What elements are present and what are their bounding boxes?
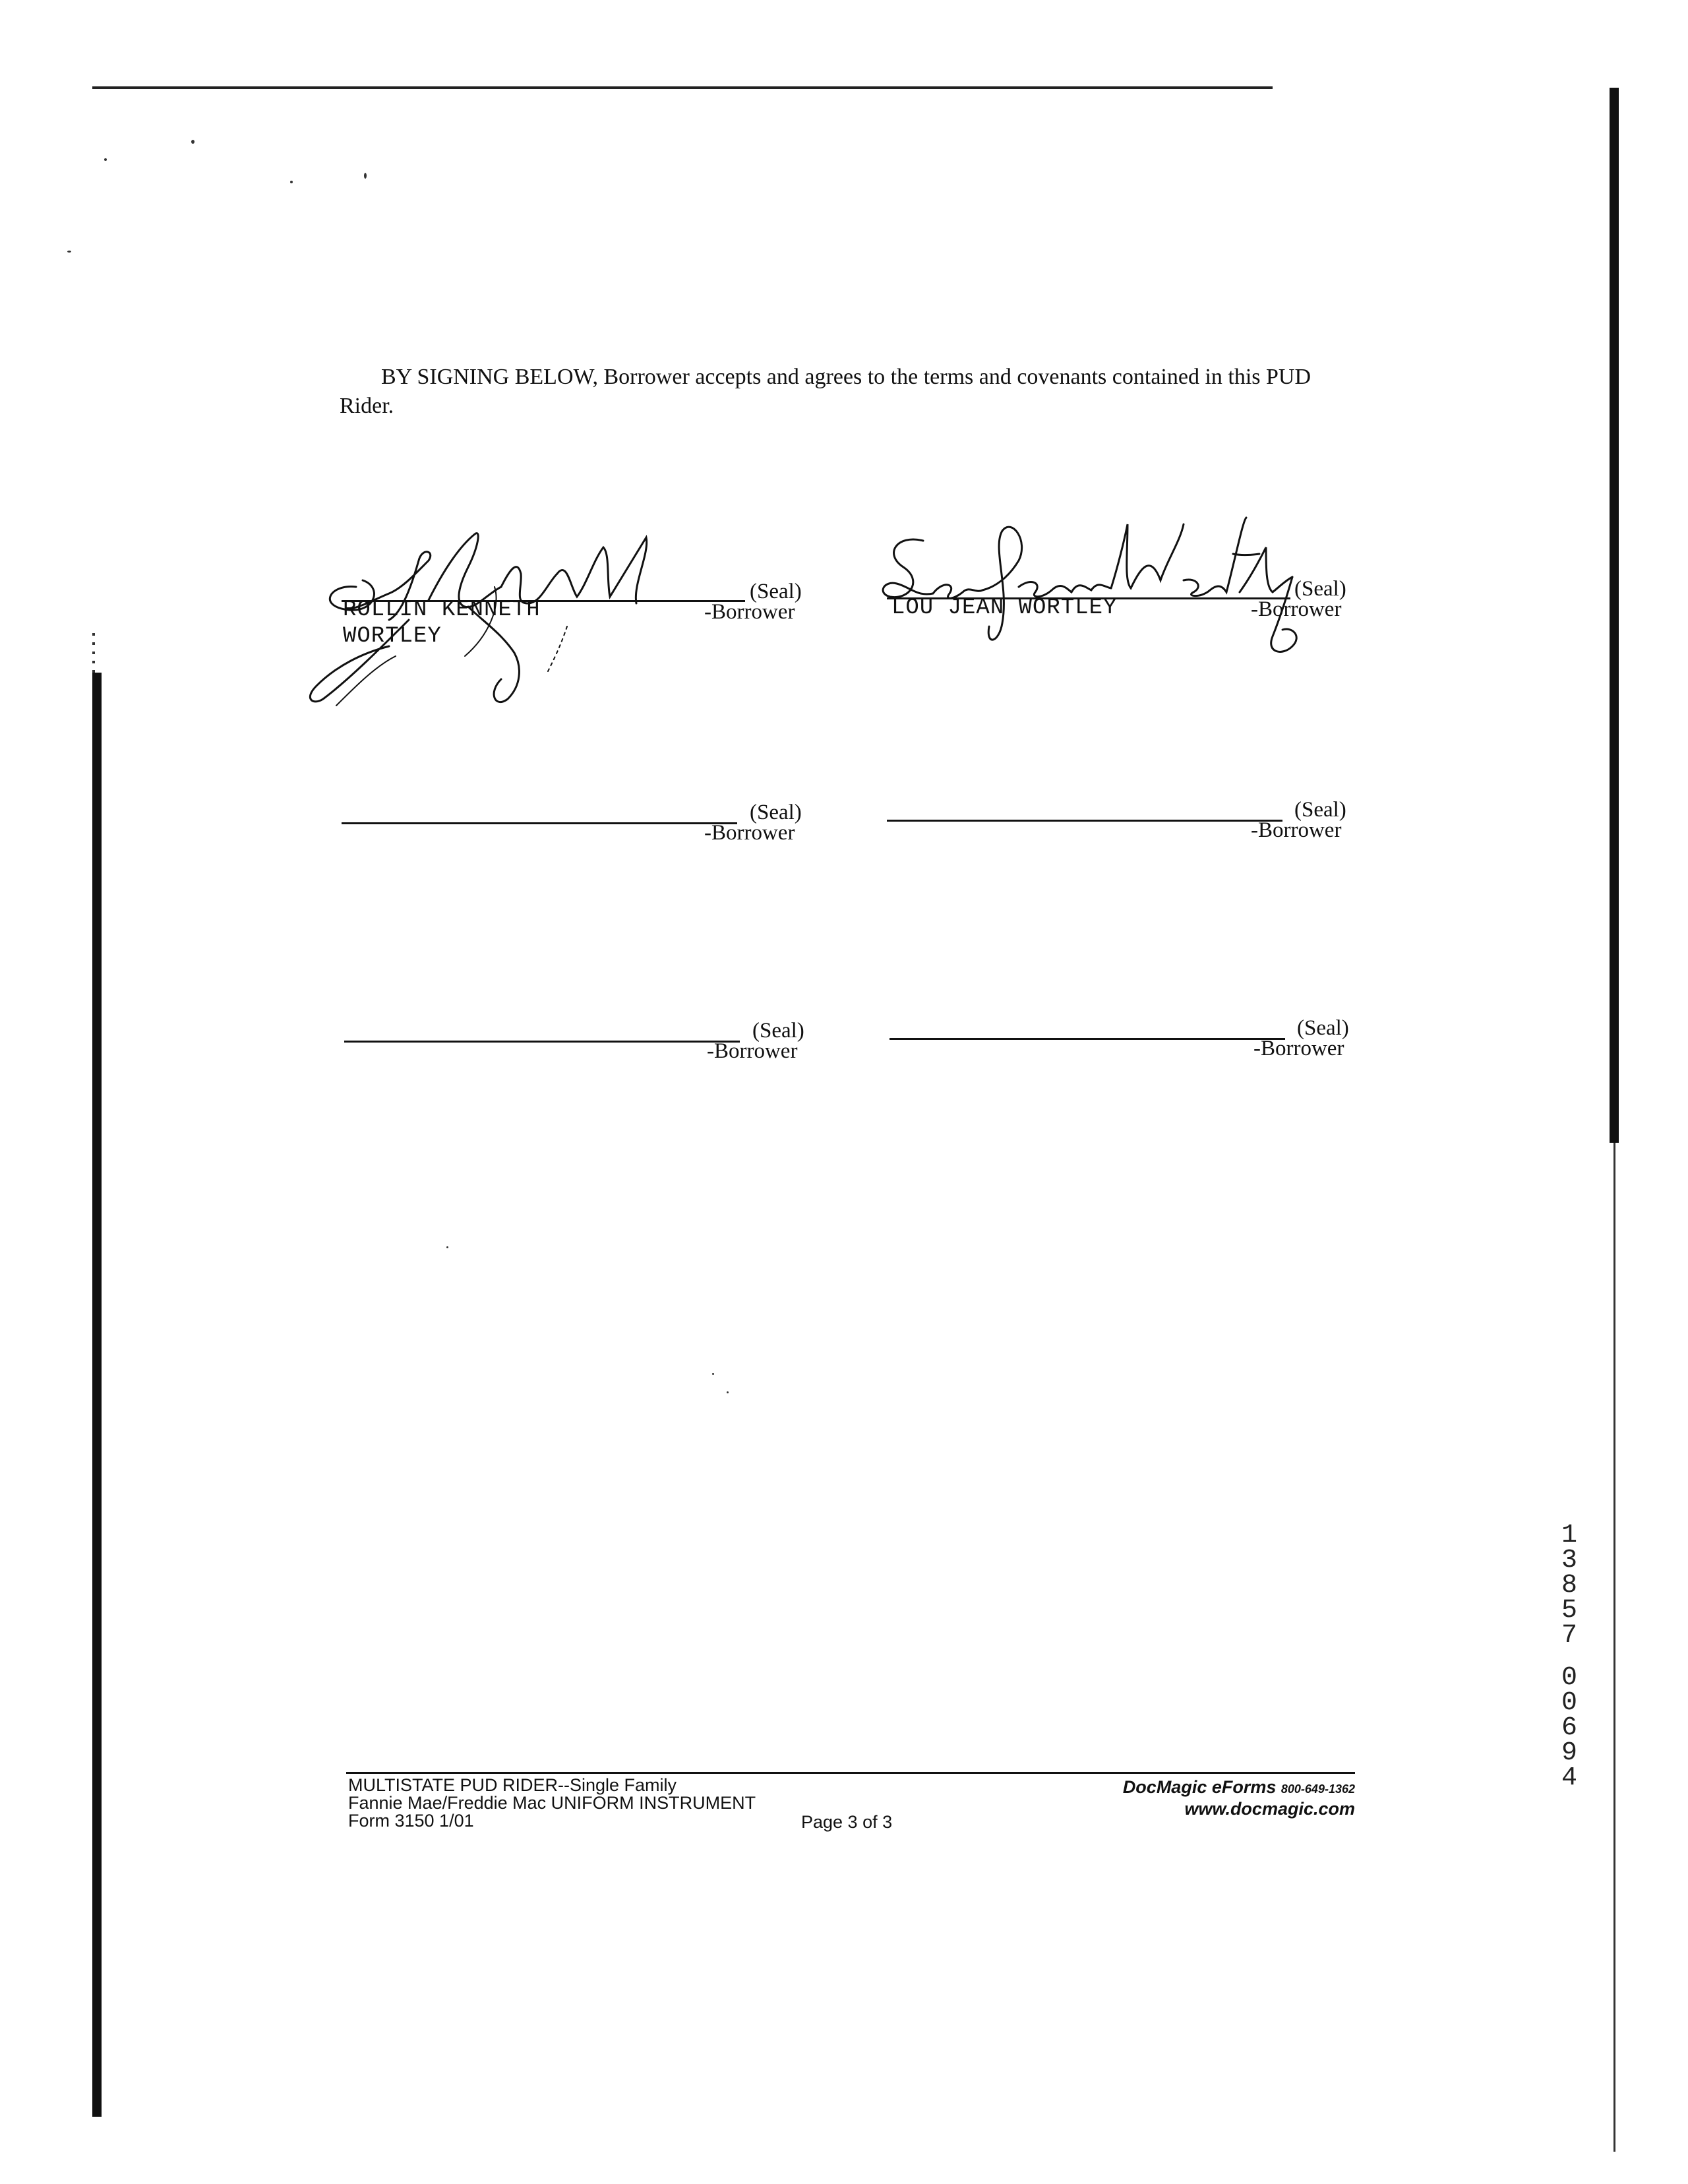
- publisher-info: [1123, 1777, 1355, 1819]
- scan-speck: [712, 1373, 714, 1375]
- signature-line: [887, 820, 1282, 822]
- borrower-label: -Borrower: [1251, 597, 1342, 621]
- borrower-label: -Borrower: [1251, 818, 1342, 842]
- borrower-name-line2: WORTLEY: [343, 624, 442, 649]
- footer-instrument: Fannie Mae/Freddie Mac UNIFORM INSTRUMENT: [348, 1793, 756, 1813]
- borrower-name-line1: ROLLIN KENNETH: [343, 597, 541, 622]
- signature-line: [889, 1038, 1285, 1040]
- scan-speck: [104, 158, 107, 161]
- footer-rule: [346, 1772, 1355, 1774]
- publisher-name: DocMagic eForms: [1122, 1777, 1277, 1797]
- stamp-digit: 4: [1561, 1763, 1577, 1793]
- intro-statement: BY SIGNING BELOW, Borrower accepts and agrees to the terms and covenants contained in this PUD Rider.: [340, 365, 1311, 418]
- stamp-digit: 3: [1561, 1546, 1577, 1575]
- footer-form-title: MULTISTATE PUD RIDER--Single Family: [348, 1775, 677, 1795]
- scan-speck: [446, 1246, 448, 1248]
- borrower-label: -Borrower: [1253, 1037, 1344, 1060]
- seal-label: (Seal): [1294, 577, 1346, 601]
- scan-speck: [364, 173, 367, 179]
- scan-speck: [191, 140, 195, 144]
- seal-label: (Seal): [750, 580, 802, 603]
- stamp-digit: 0: [1561, 1688, 1577, 1718]
- borrower-label: -Borrower: [707, 1039, 798, 1063]
- scan-speck: [290, 181, 293, 183]
- top-scan-rule: [92, 86, 1273, 89]
- left-scan-edge: [92, 673, 102, 2117]
- stamp-digit: 9: [1561, 1738, 1577, 1768]
- right-scan-edge-thin: [1613, 1143, 1615, 2152]
- publisher-url: www.docmagic.com: [1184, 1799, 1355, 1819]
- footer-form-info: [348, 1776, 876, 1830]
- stamp-digit: 6: [1561, 1713, 1577, 1743]
- signature-line: [342, 822, 737, 824]
- scan-speck: [727, 1391, 729, 1393]
- borrower-name-line1: LOU JEAN WORTLEY: [891, 595, 1118, 621]
- stamp-digit: 7: [1561, 1621, 1577, 1651]
- stamp-digit: 0: [1561, 1663, 1577, 1693]
- signature-line: [344, 1041, 740, 1043]
- handwritten-signature-rollin: [277, 521, 752, 719]
- seal-label: (Seal): [1297, 1016, 1349, 1040]
- handwritten-signature-lou: [870, 514, 1332, 666]
- seal-label: (Seal): [750, 801, 802, 824]
- right-scan-edge: [1610, 88, 1619, 1143]
- stamp-digit: 5: [1561, 1596, 1577, 1625]
- stamp-digit: 8: [1561, 1571, 1577, 1600]
- scan-speck: [67, 251, 71, 253]
- seal-label: (Seal): [1294, 798, 1346, 822]
- borrower-label: -Borrower: [704, 821, 795, 845]
- publisher-phone: 800-649-1362: [1281, 1782, 1355, 1796]
- footer-form-number: Form 3150 1/01: [348, 1811, 474, 1831]
- borrower-label: -Borrower: [704, 600, 795, 624]
- seal-label: (Seal): [752, 1019, 804, 1043]
- stamp-digit: 1: [1561, 1521, 1577, 1550]
- recording-number-stamp: [1556, 1523, 1582, 1791]
- page-number: Page 3 of 3: [801, 1812, 893, 1832]
